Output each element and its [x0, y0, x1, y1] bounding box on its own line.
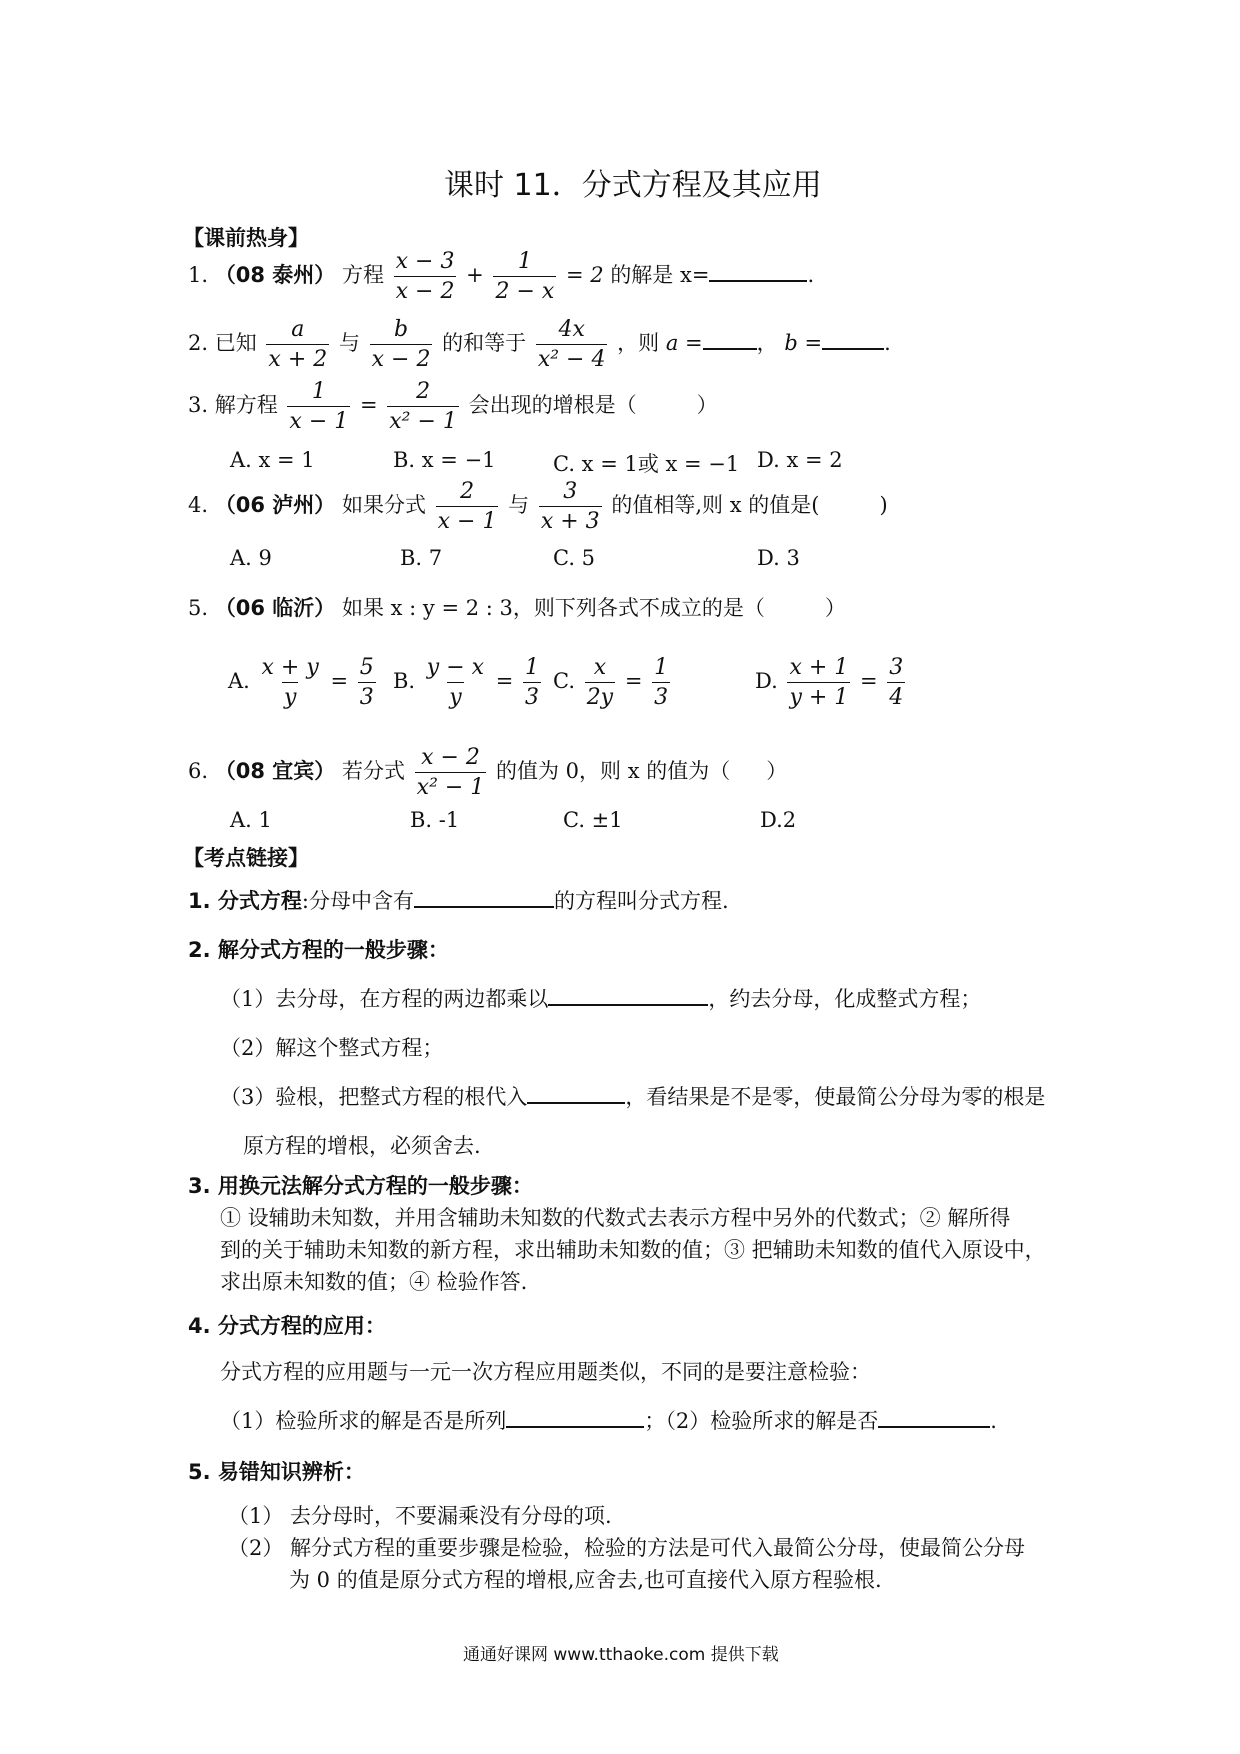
close-paren: ）: [824, 596, 846, 620]
fraction: [415, 746, 487, 799]
step-1: [220, 982, 981, 1013]
question-text: 与: [508, 493, 530, 518]
close-paren: ): [879, 493, 888, 518]
numerator: 2: [416, 379, 431, 404]
equals-sign: =: [860, 669, 878, 694]
option-a[interactable]: A. 9: [230, 546, 272, 570]
numerator: 1: [517, 249, 532, 274]
point-label: 1. 分式方程: [188, 889, 302, 913]
denominator: x + 3: [539, 506, 602, 533]
question-text: 若分式: [341, 759, 405, 784]
point-text: 的方程叫分式方程.: [553, 889, 729, 913]
point-4-line-1: 分式方程的应用题与一元一次方程应用题类似，不同的是要注意检验：: [220, 1360, 871, 1384]
question-number: 5.: [188, 596, 209, 620]
point-3-line-2: 到的关于辅助未知数的新方程，求出辅助未知数的值；③ 把辅助未知数的值代入原设中，: [220, 1238, 1046, 1262]
fraction: [260, 656, 321, 709]
question-text: 方程: [341, 263, 384, 288]
option-d[interactable]: D.2: [760, 808, 797, 832]
equals-sign: =: [624, 669, 643, 694]
point-5-item-2: （2） 解分式方程的重要步骤是检验，检验的方法是可代入最简公分母，使最简公分母: [228, 1536, 1026, 1560]
denominator: y: [447, 682, 463, 709]
point-2-label: 2. 解分式方程的一般步骤：: [188, 938, 449, 962]
point-5-label: 5. 易错知识辨析：: [188, 1460, 365, 1484]
question-text: 的解是 x=: [610, 263, 710, 288]
point-text: ；（2）检验所求的解是否: [644, 1409, 879, 1433]
fraction: [493, 250, 556, 303]
fraction: [387, 380, 459, 433]
step-2: （2）解这个整式方程；: [220, 1036, 444, 1060]
step-text: （1）去分母，在方程的两边都乘以: [220, 987, 549, 1011]
denominator: 3: [358, 682, 376, 709]
point-4-line-2: [220, 1404, 997, 1435]
point-1: [188, 884, 729, 915]
question-text: 的和等于: [442, 331, 527, 356]
question-text: ，则: [617, 331, 660, 356]
question-number: 2.: [188, 331, 209, 356]
fraction: [787, 656, 850, 709]
numerator: x − 2: [421, 745, 480, 770]
numerator: b: [393, 317, 409, 342]
denominator: x + 2: [266, 344, 329, 371]
fraction: [536, 318, 608, 371]
section-heading-links: 【考点链接】: [183, 846, 309, 870]
option-letter: D.: [755, 669, 778, 694]
option-c[interactable]: C. 5: [553, 546, 596, 570]
numerator: 5: [359, 655, 374, 680]
denominator: x² − 4: [536, 344, 608, 371]
answer-blank[interactable]: [414, 884, 554, 908]
denominator: x − 1: [287, 406, 350, 433]
option-c[interactable]: C. ±1: [563, 808, 623, 832]
numerator: 2: [460, 479, 475, 504]
question-text: 已知: [214, 331, 257, 356]
question-text: 解方程: [214, 393, 278, 418]
denominator: x² − 1: [387, 406, 459, 433]
denominator: x − 1: [436, 506, 499, 533]
question-text: 如果 x : y = 2 : 3，则下列各式不成立的是（: [341, 596, 765, 620]
answer-blank[interactable]: [527, 1080, 625, 1104]
step-3-continued: 原方程的增根，必须舍去.: [243, 1134, 481, 1158]
equals-sign: =: [359, 393, 378, 418]
answer-blank[interactable]: [878, 1404, 990, 1428]
point-text: :分母中含有: [301, 889, 414, 913]
question-text: 的值为 0，则 x 的值为（: [496, 759, 731, 784]
numerator: 3: [563, 479, 578, 504]
question-number: 4.: [188, 493, 209, 518]
option-b[interactable]: B. x = −1: [393, 448, 496, 472]
numerator: 1: [654, 655, 669, 680]
equals-sign: =: [495, 669, 514, 694]
equals-sign: = 2: [565, 263, 604, 288]
page-footer: 通通好课网 www.tthaoke.com 提供下载: [463, 1645, 779, 1665]
answer-blank[interactable]: [506, 1404, 644, 1428]
denominator: y: [282, 682, 298, 709]
denominator: 2y: [585, 682, 615, 709]
question-text: 如果分式: [341, 493, 426, 518]
question-text: 会出现的增根是（: [468, 393, 637, 418]
plus-sign: +: [466, 263, 484, 288]
numerator: 3: [889, 655, 904, 680]
answer-blank[interactable]: [548, 982, 708, 1006]
point-3-label: 3. 用换元法解分式方程的一般步骤：: [188, 1174, 533, 1198]
question-number: 6.: [188, 759, 209, 784]
option-b[interactable]: [393, 656, 544, 709]
period: .: [884, 331, 891, 356]
question-4: [188, 480, 888, 533]
option-d[interactable]: [755, 656, 908, 709]
question-source: （08 泰州）: [214, 263, 336, 288]
question-source: （06 泸州）: [214, 493, 336, 518]
question-1: [188, 250, 814, 303]
answer-blank[interactable]: [709, 258, 807, 282]
question-source: （08 宜宾）: [214, 759, 336, 784]
numerator: a: [291, 317, 305, 342]
numerator: y − x: [426, 655, 485, 680]
separator: ，: [756, 331, 778, 356]
answer-blank-b[interactable]: [822, 326, 884, 350]
fraction: [358, 656, 376, 709]
point-4-label: 4. 分式方程的应用：: [188, 1314, 386, 1338]
close-paren: ）: [696, 393, 718, 418]
question-source: （06 临沂）: [214, 596, 336, 620]
question-3: [188, 380, 718, 433]
fraction: [539, 480, 602, 533]
numerator: x − 3: [395, 249, 455, 274]
fraction: [652, 656, 670, 709]
denominator: y + 1: [787, 682, 850, 709]
period: .: [990, 1409, 997, 1433]
fraction: [266, 318, 329, 371]
numerator: 4x: [558, 317, 585, 342]
option-b[interactable]: B. 7: [400, 546, 443, 570]
point-3-line-3: 求出原未知数的值；④ 检验作答.: [220, 1270, 528, 1294]
fraction: [425, 656, 486, 709]
step-text: ，看结果是不是零，使最简公分母为零的根是: [625, 1085, 1046, 1109]
numerator: x: [593, 655, 607, 680]
fraction: [370, 318, 433, 371]
point-5-item-2-continued: 为 0 的值是原分式方程的增根,应舍去,也可直接代入原方程验根.: [289, 1568, 882, 1592]
fraction: [287, 380, 350, 433]
close-paren: ）: [766, 759, 788, 784]
section-heading-warmup: 【课前热身】: [183, 226, 309, 250]
option-d[interactable]: D. x = 2: [757, 448, 843, 472]
question-5: [188, 592, 846, 622]
fraction: [585, 656, 615, 709]
period: .: [807, 263, 815, 288]
point-text: （1）检验所求的解是否是所列: [220, 1409, 507, 1433]
denominator: 4: [887, 682, 905, 709]
option-d[interactable]: D. 3: [757, 546, 800, 570]
option-c[interactable]: C. x = 1或 x = −1: [553, 452, 740, 476]
option-b[interactable]: B. -1: [410, 808, 460, 832]
b-label: b =: [784, 331, 823, 356]
page-title: 课时 11．分式方程及其应用: [444, 168, 822, 203]
fraction: [394, 250, 457, 303]
option-letter: C.: [553, 669, 575, 694]
question-text: 的值相等,则 x 的值是(: [611, 493, 820, 518]
question-2: [188, 318, 891, 371]
fraction: [436, 480, 499, 533]
numerator: x + 1: [789, 655, 849, 680]
denominator: x − 2: [370, 344, 433, 371]
point-5-item-1: （1） 去分母时，不要漏乘没有分母的项.: [228, 1504, 612, 1528]
denominator: 3: [523, 682, 541, 709]
option-letter: A.: [228, 669, 250, 694]
numerator: 1: [311, 379, 326, 404]
question-text: 与: [338, 331, 360, 356]
denominator: 2 − x: [493, 276, 556, 303]
denominator: x² − 1: [415, 772, 487, 799]
option-a[interactable]: [228, 656, 379, 709]
fraction: [523, 656, 541, 709]
equals-sign: =: [330, 669, 349, 694]
step-text: （3）验根，把整式方程的根代入: [220, 1085, 528, 1109]
question-number: 3.: [188, 393, 209, 418]
a-label: a =: [665, 331, 703, 356]
fraction: [887, 656, 905, 709]
numerator: 1: [525, 655, 540, 680]
option-c[interactable]: [553, 656, 673, 709]
denominator: 3: [652, 682, 670, 709]
numerator: x + y: [261, 655, 319, 680]
denominator: x − 2: [394, 276, 457, 303]
step-text: ，约去分母，化成整式方程；: [708, 987, 982, 1011]
question-number: 1.: [188, 263, 209, 288]
option-a[interactable]: A. x = 1: [230, 448, 315, 472]
option-letter: B.: [393, 669, 416, 694]
step-3: [220, 1080, 1045, 1111]
answer-blank-a[interactable]: [703, 326, 757, 350]
question-6: [188, 746, 787, 799]
option-a[interactable]: A. 1: [230, 808, 272, 832]
point-3-line-1: ① 设辅助未知数，并用含辅助未知数的代数式去表示方程中另外的代数式；② 解所得: [220, 1206, 1011, 1230]
